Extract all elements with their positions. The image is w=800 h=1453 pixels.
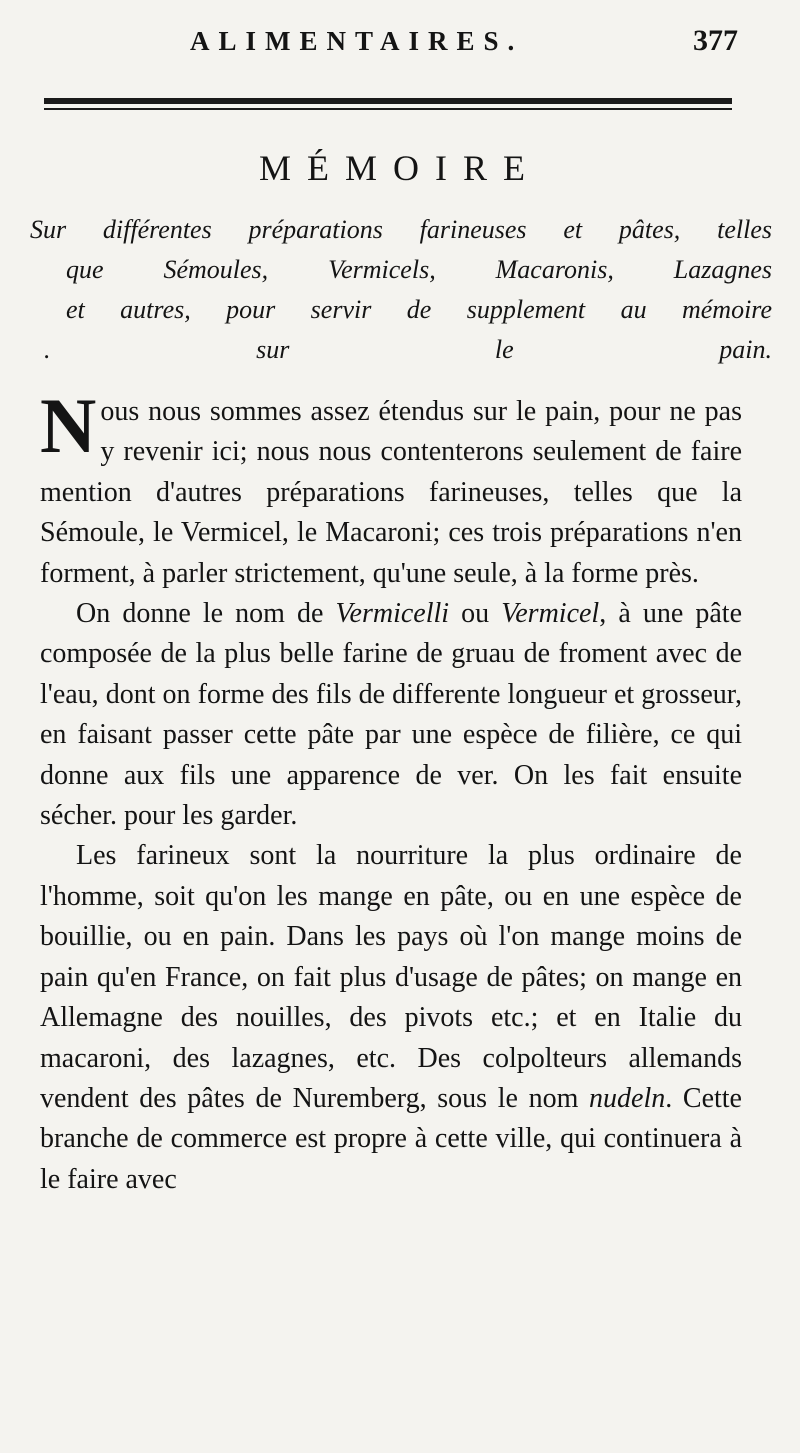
- subtitle-line: et autres, pour servir de supplement au mémoire: [66, 295, 772, 324]
- section-title: MÉMOIRE: [259, 148, 541, 188]
- subtitle-line: . sur le pain.: [44, 335, 772, 364]
- body-text: [40, 382, 742, 1200]
- header-rule-thin: [44, 108, 732, 110]
- drop-cap: N: [40, 382, 97, 469]
- paragraph-text: ous nous sommes assez étendus sur le pain, pour ne pas y revenir ici; nous nous contenterons seulement de faire mention d'autres préparations farineuses, telles que la Sémoule, le Vermicel, le Macaroni; ces trois préparations n'en forment, à parler strictement, qu'une seule, à la forme près.: [40, 396, 742, 589]
- italic-term: Vermicel: [501, 598, 600, 630]
- italic-term: Vermicelli: [335, 598, 450, 630]
- paragraph-text: ou: [449, 598, 502, 630]
- paragraph-text: Les farineux sont la nourriture la plus ordinaire de l'homme, soit qu'on les mange en pâte, ou en une espèce de bouillie, ou en pain. Dans les pays où l'on mange moins de pain qu'en France, on fait plus d'usage de pâtes; on mange en Allemagne des nouilles, des pivots etc.; et en Italie du macaroni, des lazagnes, etc. Des colpolteurs allemands vendent des pâtes de Nuremberg, sous le nom: [40, 840, 742, 1114]
- paragraph-text: . Cette branche de commerce est propre à cette ville, qui continuera à le faire avec: [40, 1082, 742, 1195]
- page-number: 377: [693, 24, 738, 57]
- paragraph: [40, 382, 742, 594]
- subtitle-line: que Sémoules, Vermicels, Macaronis, Lazagnes: [66, 255, 772, 284]
- italic-term: nudeln: [589, 1082, 666, 1114]
- paragraph: [40, 836, 742, 1200]
- page-header: [190, 22, 738, 72]
- paragraph-text: On donne le nom de: [76, 598, 336, 630]
- paragraph: [40, 594, 742, 836]
- paragraph-text: , à une pâte composée de la plus belle farine de gruau de froment avec de l'eau, dont on forme des fils de differente longueur et grosseur, en faisant passer cette pâte par une espèce de filière, ce qui donne aux fils une apparence de ver. On les fait ensuite sécher. pour les garder.: [40, 598, 742, 832]
- section-subtitle: [30, 210, 772, 370]
- subtitle-line: Sur différentes préparations farineuses et pâtes, telles: [30, 215, 772, 244]
- header-rule-thick: [44, 98, 732, 104]
- running-title: ALIMENTAIRES.: [190, 26, 524, 56]
